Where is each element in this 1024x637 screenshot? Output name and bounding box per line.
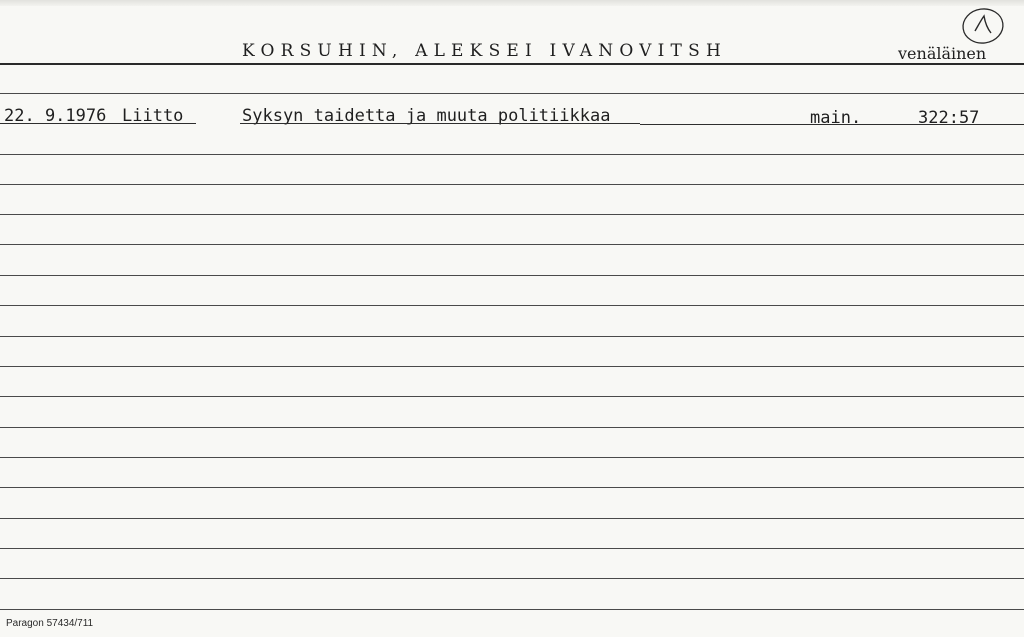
publisher-imprint: Paragon 57434/711 [6,618,94,629]
ruled-line [0,184,1024,185]
entry-underline [240,123,640,124]
ruled-line [0,214,1024,215]
ruled-line [0,305,1024,306]
entry-publication: Liitto [122,106,184,126]
entry-kind: main. [810,108,862,128]
ruled-line [0,427,1024,428]
ruled-line [0,609,1024,610]
entry-date: 22. 9.1976 [4,106,107,126]
header-rule [0,63,1024,65]
entry-underline [640,124,1024,125]
ruled-line [0,275,1024,276]
entry-title: Syksyn taidetta ja muuta politiikkaa [242,106,611,126]
ruled-line [0,154,1024,155]
ruled-line [0,336,1024,337]
ruled-line [0,578,1024,579]
ruled-line [0,548,1024,549]
ruled-line [0,487,1024,488]
ruled-line [0,93,1024,94]
person-name: KORSUHIN, ALEKSEI IVANOVITSH [242,41,727,61]
ruled-line [0,396,1024,397]
entry-underline [0,123,196,124]
ruled-line [0,457,1024,458]
ruled-line [0,518,1024,519]
card-number-mark [960,4,1010,50]
card-top-edge [0,0,1024,6]
entry-code: 322:57 [918,108,980,128]
ruled-line [0,366,1024,367]
ruled-line [0,244,1024,245]
card-number-text: 1 [960,4,961,5]
nationality: venäläinen [898,44,987,63]
